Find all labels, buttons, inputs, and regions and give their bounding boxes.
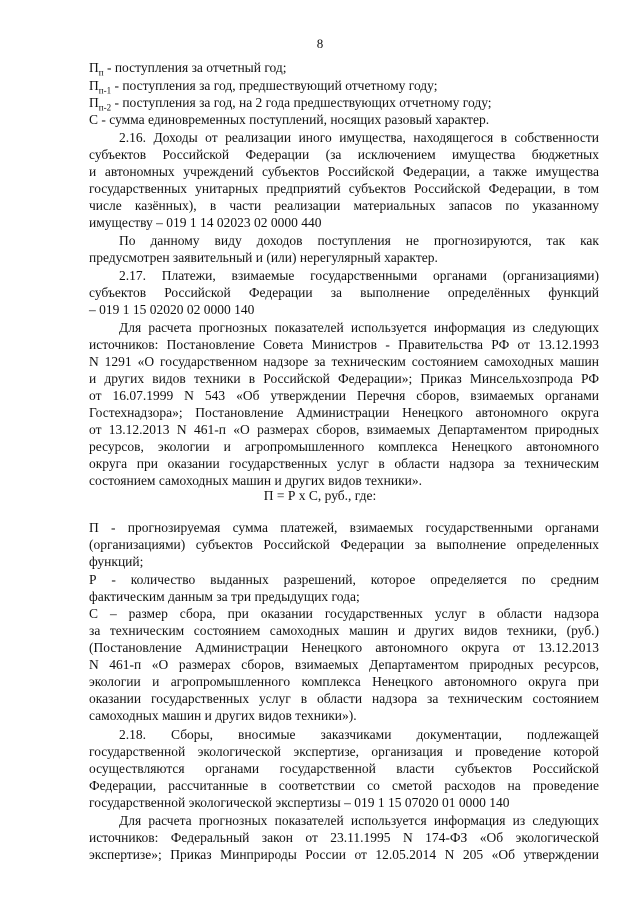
text-line: и автономных учреждений субъектов Российской Федерации, а также имущества [89, 164, 599, 179]
text-line: ресурсов, экологии и агропромышленного комплекса Ненецкого автономного [89, 439, 599, 454]
symbol-subscript: п [98, 67, 104, 78]
text-line: оказании государственных услуг в области надзора за техническим состоянием [89, 691, 599, 706]
text-line: N 461-п «О размерах сборов, взимаемых Департаментом природных ресурсов, [89, 657, 599, 672]
text-line: С - сумма единовременных поступлений, носящих разовый характер. [89, 112, 490, 127]
symbol-subscript: п-1 [98, 85, 112, 96]
text-line: числе казённых), в части реализации материальных запасов по указанному [89, 198, 599, 213]
text-line: П = Р х С, руб., где: [263, 488, 377, 503]
text-line: от 13.12.2013 N 461-п «О размерах сборов, взимаемых Департаментом природных [89, 422, 599, 437]
text-line: экспертизе»; Приказ Минприроды России от 12.05.2014 N 205 «Об утверждении [89, 847, 599, 862]
line-text: - поступления за год, на 2 года предшествующих отчетному году; [111, 95, 492, 110]
text-line: С – размер сбора, при оказании государственных услуг в области надзора [89, 606, 599, 621]
text-line: имуществу – 019 1 14 02023 02 0000 440 [89, 215, 322, 230]
symbol-letter: П [89, 95, 99, 110]
text-line: субъектов Российской Федерации (за исключением имущества бюджетных [89, 147, 599, 162]
line-text: - поступления за отчетный год; [103, 60, 287, 75]
text-line: По данному виду доходов поступления не прогнозируются, так как [119, 233, 599, 248]
text-line: за техническим состоянием самоходных машин и других видов техники, (руб.) [89, 623, 599, 638]
text-line: Р - количество выданных разрешений, которое определяется по средним [89, 572, 599, 587]
line-text: - поступления за год, предшествующий отчетному году; [111, 78, 438, 93]
symbol-letter: П [89, 60, 99, 75]
text-line: экологии и агропромышленного комплекса Ненецкого автономного округа при [89, 674, 599, 689]
text-line: фактическим данным за три предыдущих года; [89, 589, 360, 604]
text-line: государственной экологической экспертизы – 019 1 15 07020 01 0000 140 [89, 795, 510, 810]
text-line: субъектов Российской Федерации за выполнение определённых функций [89, 285, 599, 300]
text-line: 2.18. Сборы, вносимые заказчиками документации, подлежащей [119, 727, 599, 742]
text-line [89, 78, 599, 96]
text-line: (организациями) субъектов Российской Федерации за выполнение определенных [89, 537, 599, 552]
text-line: государственных унитарных предприятий субъектов Российской Федерации, в том [89, 181, 599, 196]
text-line: 2.16. Доходы от реализации иного имущества, находящегося в собственности [119, 130, 599, 145]
text-line: – 019 1 15 02020 02 0000 140 [89, 302, 255, 317]
text-line: предусмотрен заявительный и (или) нерегулярный характер. [89, 250, 438, 265]
text-line [89, 95, 599, 113]
text-line: 2.17. Платежи, взимаемые государственными органами (организациями) [119, 268, 599, 283]
text-line: осуществляются органами государственной власти субъектов Российской [89, 761, 599, 776]
text-line: П - прогнозируемая сумма платежей, взимаемых государственными органами [89, 520, 599, 535]
text-line: Гостехнадзора»; Постановление Администрации Ненецкого автономного округа [89, 405, 599, 420]
text-line: источников: Постановление Совета Министров - Правительства РФ от 13.12.1993 [89, 337, 599, 352]
text-line: (Постановление Администрации Ненецкого автономного округа от 13.12.2013 [89, 640, 599, 655]
symbol-subscript: п-2 [98, 102, 112, 113]
text-line: N 1291 «О государственном надзоре за техническим состоянием самоходных машин [89, 354, 599, 369]
text-line: состоянием самоходных машин и других видов техники». [89, 473, 422, 488]
text-line: и других видов техники в Российской Федерации»; Приказ Минсельхозпрода РФ [89, 371, 599, 386]
symbol-letter: П [89, 78, 99, 93]
text-line: Для расчета прогнозных показателей используется информация из следующих [119, 320, 599, 335]
text-line [89, 60, 599, 78]
text-line: источников: Федеральный закон от 23.11.1995 N 174-ФЗ «Об экологической [89, 830, 599, 845]
text-line: округа при оказании государственных услуг в области надзора за техническим [89, 456, 599, 471]
text-line: самоходных машин и других видов техники»). [89, 708, 357, 723]
page-number: 8 [316, 36, 324, 51]
text-line: государственной экологической экспертизе, организация и проведение которой [89, 744, 599, 759]
text-line: Федерации, рассчитанные в соответствии со сметой расходов на проведение [89, 778, 599, 793]
text-line: Для расчета прогнозных показателей используется информация из следующих [119, 813, 599, 828]
text-line: от 16.07.1999 N 543 «Об утверждении Перечня сборов, взимаемых органами [89, 388, 599, 403]
text-line: функций; [89, 554, 144, 569]
